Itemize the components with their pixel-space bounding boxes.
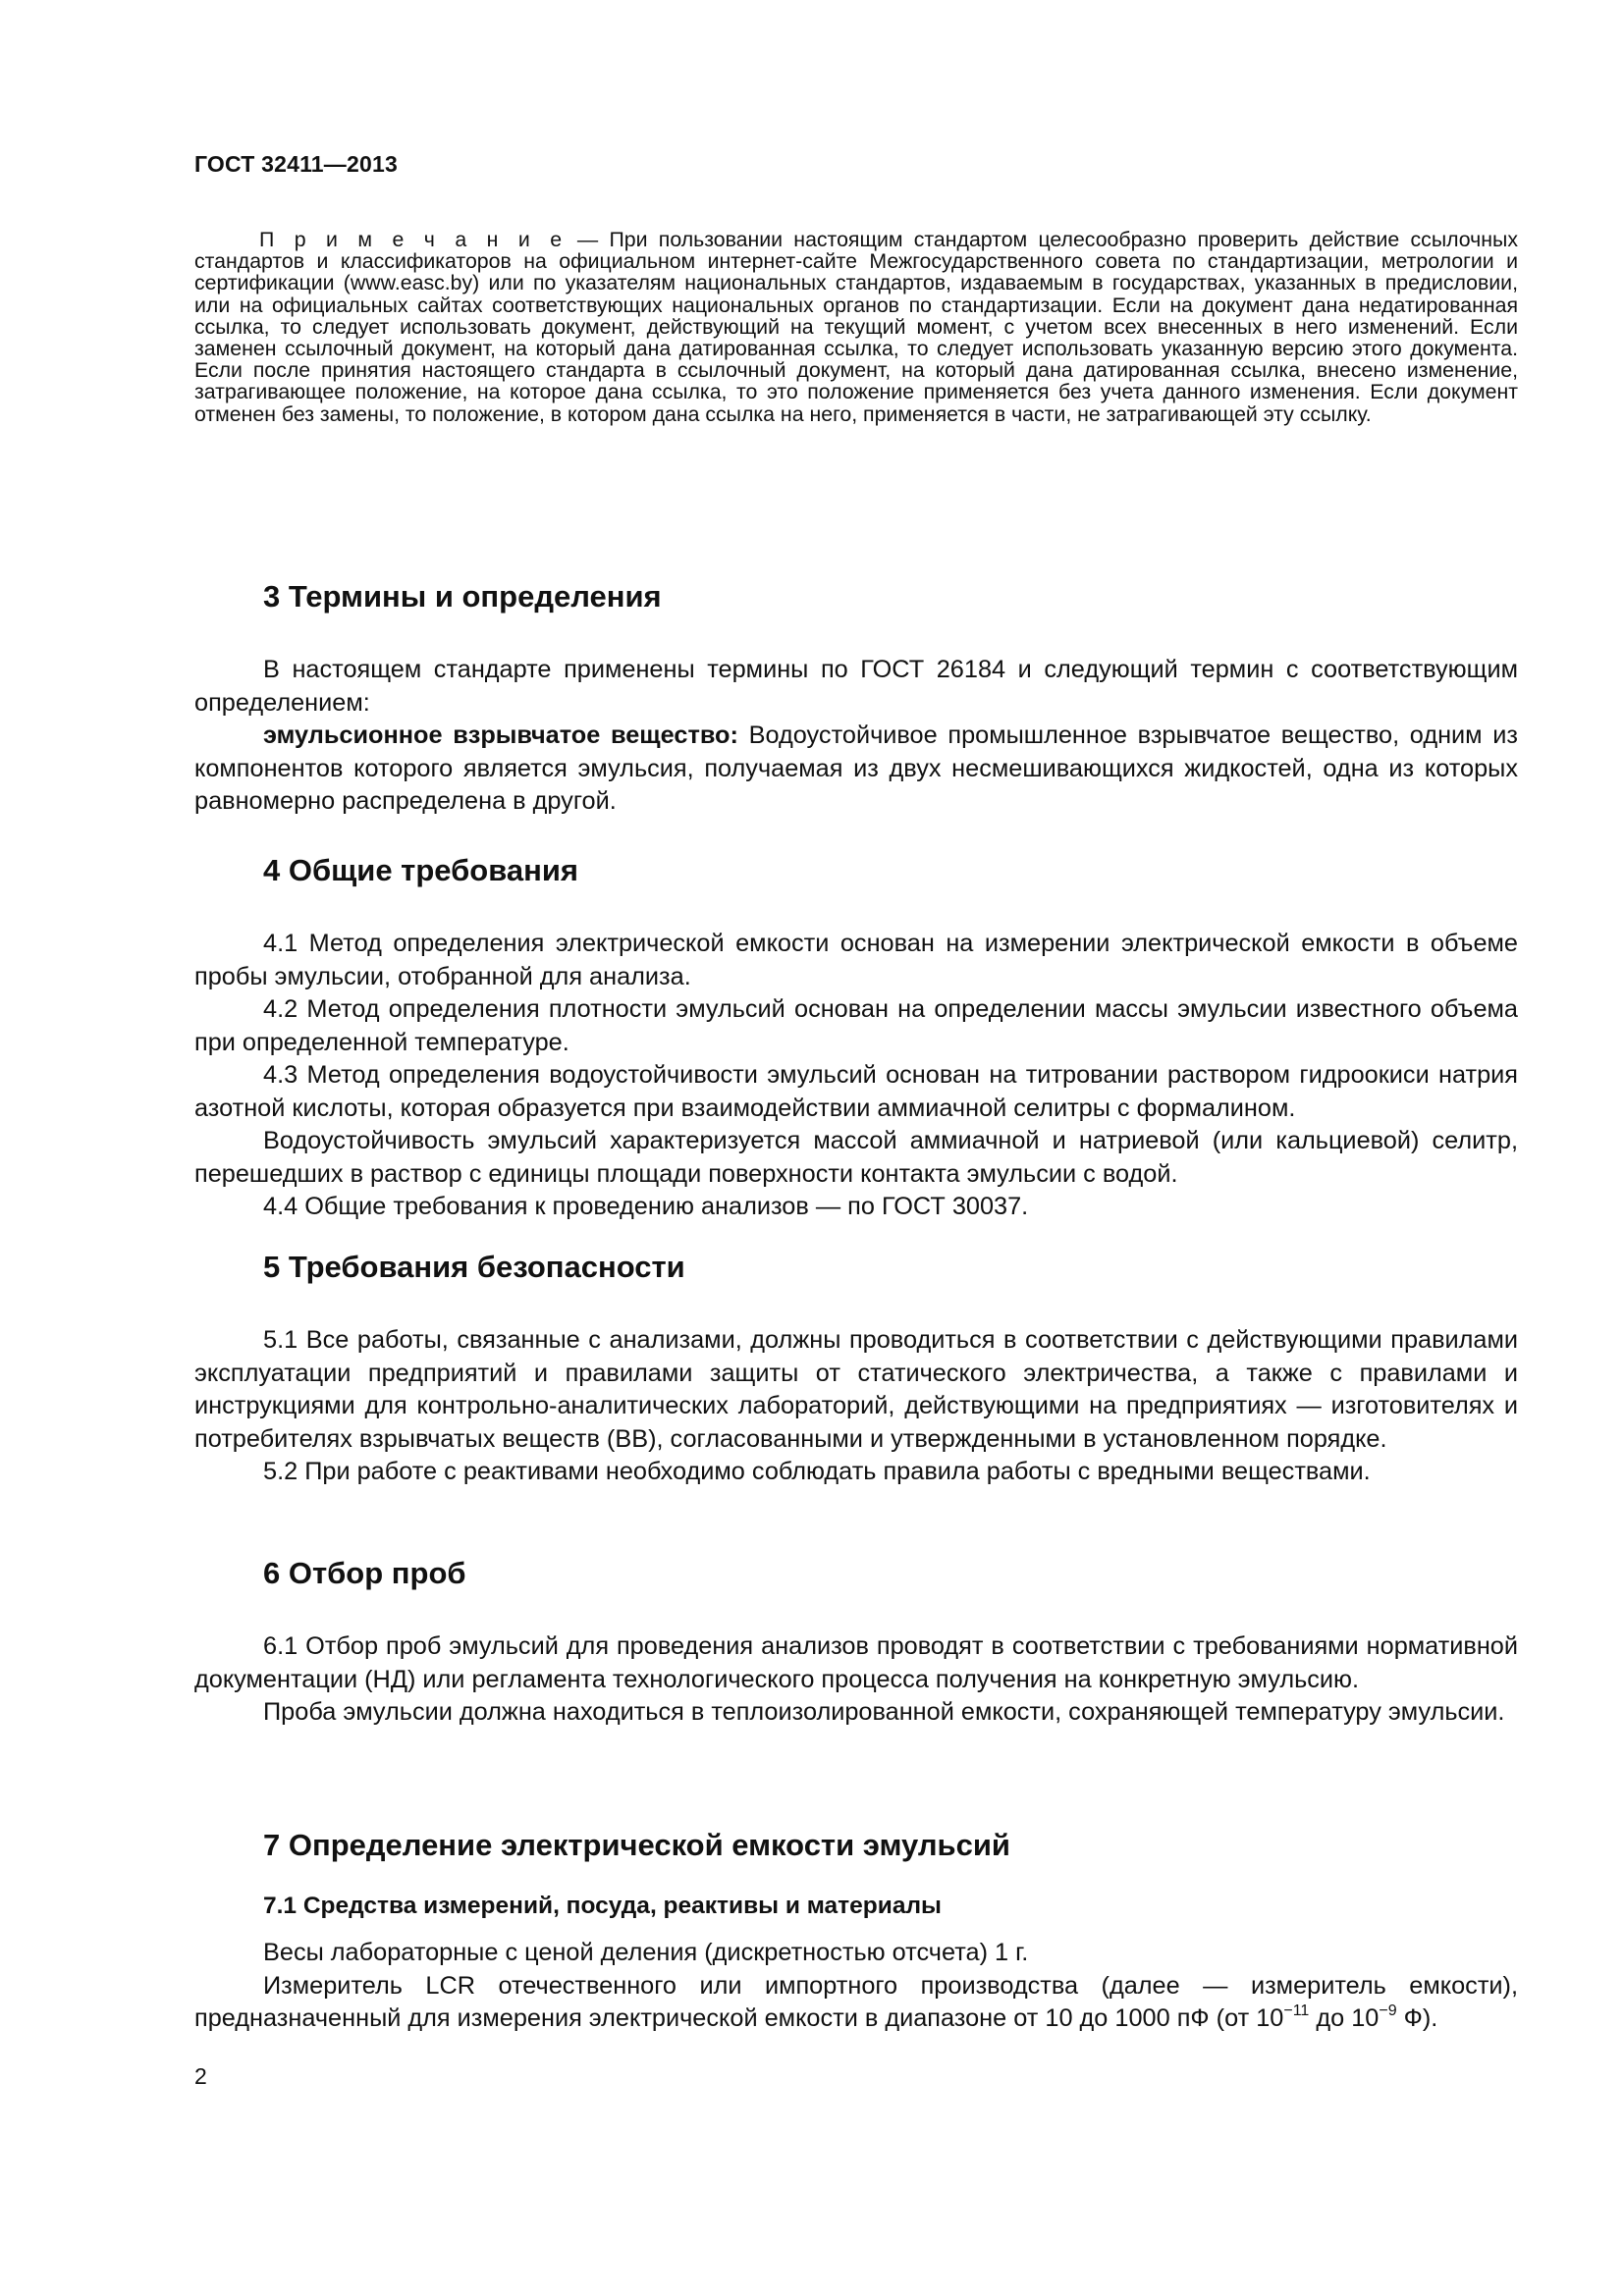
clause-paragraph: 5.2 При работе с реактивами необходимо соблюдать правила работы с вредными веществами. [263, 1458, 1371, 1485]
clause-paragraph: Водоустойчивость эмульсий характеризуется массой аммиачной и натриевой (или кальциевой) селитр, перешедших в раствор с единицы площади поверхности контакта эмульсии с водой. [194, 1127, 1518, 1188]
section-heading: 3 Термины и определения [263, 579, 662, 614]
section-heading: 6 Отбор проб [263, 1556, 466, 1590]
clause-paragraph: 4.1 Метод определения электрической емкости основан на измерении электрической емкости в объеме пробы эмульсии, отобранной для анализа. [194, 930, 1518, 990]
clause-paragraph [194, 1970, 1518, 2036]
section-general-requirements [194, 853, 1518, 1224]
section-terms [194, 579, 1518, 819]
terms-intro: В настоящем стандарте применены термины по ГОСТ 26184 и следующий термин с соответствующим определением: [194, 656, 1518, 717]
clause-paragraph: 4.3 Метод определения водоустойчивости эмульсий основан на титровании раствором гидроокиси натрия азотной кислоты, которая образуется при взаимодействии аммиачной селитры с формалином. [194, 1061, 1518, 1122]
note-paragraph [194, 229, 1518, 425]
term-definition [194, 720, 1518, 819]
clause-paragraph: Проба эмульсии должна находиться в теплоизолированной емкости, сохраняющей температуру эмульсии. [263, 1698, 1505, 1726]
running-header: ГОСТ 32411—2013 [194, 151, 398, 177]
exponent: −9 [1379, 2002, 1397, 2019]
document-page [194, 0, 1518, 2296]
meter-text-start: Измеритель LCR отечественного или импортного производства (далее — измеритель емкости), предназначенный для измерения электрической емкости в диапазоне от 10 до 1000 пФ (от 10 [194, 1971, 1518, 2032]
term-name: эмульсионное взрывчатое вещество: [263, 721, 738, 749]
clause-paragraph: 5.1 Все работы, связанные с анализами, должны проводиться в соответствии с действующими правилами эксплуатации предприятий и правилами защиты от статического электричества, а также с правилами и инструкциями для контрольно-аналитических лабораторий, действующими на предприятиях — изготовителях и потребителях взрывчатых веществ (ВВ), согласованными и утвержденными в установленном порядке. [194, 1326, 1518, 1453]
section-heading: 7 Определение электрической емкости эмульсий [263, 1828, 1010, 1862]
clause-paragraph: Весы лабораторные с ценой деления (дискретностью отсчета) 1 г. [263, 1939, 1029, 1966]
note-text: — При пользовании настоящим стандартом целесообразно проверить действие ссылочных стандартов и классификаторов на официальном интернет-сайте Межгосударственного совета по стандартизации, метрологии и сертификации (www.easc.by) или по указателям национальных стандартов, издаваемым в государствах, указанных в предисловии, или на официальных сайтах соответствующих национальных органов по стандартизации. Если на документ дана недатированная ссылка, то следует использовать документ, действующий на текущий момент, с учетом всех внесенных в него изменений. Если заменен ссылочный документ, на который дана датированная ссылка, то следует использовать указанную версию этого документа. Если после принятия настоящего стандарта в ссылочный документ, на который дана датированная ссылка, внесено изменение, затрагивающее положение, на которое дана ссылка, то это положение применяется без учета данного изменения. Если документ отменен без замены, то положение, в котором дана ссылка на него, применяется в части, не затрагивающей эту ссылку. [194, 228, 1518, 426]
note-label: П р и м е ч а н и е [259, 228, 567, 251]
term-definition-text: Водоустойчивое промышленное взрывчатое вещество, одним из компонентов которого является эмульсия, получаемая из двух несмешивающихся жидкостей, одна из которых равномерно распределена в другой. [194, 721, 1518, 815]
page-number: 2 [194, 2063, 207, 2089]
section-heading: 4 Общие требования [263, 853, 578, 887]
exponent: −11 [1283, 2002, 1310, 2019]
clause-paragraph: 6.1 Отбор проб эмульсий для проведения анализов проводят в соответствии с требованиями нормативной документации (НД) или регламента технологического процесса получения на конкретную эмульсию. [194, 1632, 1518, 1693]
section-heading: 5 Требования безопасности [263, 1250, 685, 1284]
clause-paragraph: 4.2 Метод определения плотности эмульсий основан на определении массы эмульсии известного объема при определенной температуре. [194, 995, 1518, 1056]
meter-text-mid: до 10 [1309, 2004, 1380, 2032]
subsection-heading: 7.1 Средства измерений, посуда, реактивы и материалы [263, 1893, 942, 1919]
section-sampling [194, 1556, 1518, 1730]
section-safety [194, 1250, 1518, 1489]
section-capacitance [194, 1828, 1518, 2036]
meter-text-end: Ф). [1396, 2004, 1438, 2032]
clause-paragraph: 4.4 Общие требования к проведению анализов — по ГОСТ 30037. [263, 1193, 1029, 1220]
